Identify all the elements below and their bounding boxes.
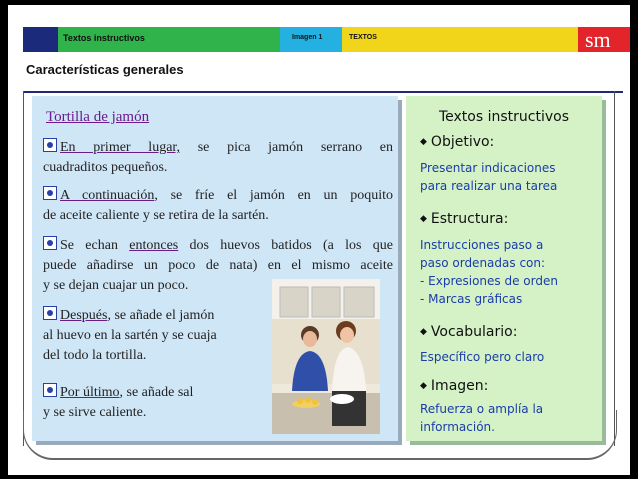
recipe-title: Tortilla de jamón bbox=[46, 109, 150, 125]
step-text-line2: de aceite caliente y se retira de la sartén. bbox=[43, 208, 269, 223]
header-category: TEXTOS bbox=[349, 34, 377, 41]
desc-line: - Marcas gráficas bbox=[420, 292, 523, 306]
step-connector: Después bbox=[60, 308, 108, 323]
section-label: Estructura: bbox=[430, 211, 509, 227]
diamond-bullet-icon: ◆ bbox=[420, 137, 427, 147]
desc-line: información. bbox=[420, 420, 495, 434]
summary-title: Textos instructivos bbox=[438, 109, 570, 125]
desc-line: para realizar una tarea bbox=[420, 179, 558, 193]
section-structure bbox=[420, 211, 508, 227]
checkbox-bullet-icon bbox=[43, 306, 57, 320]
frame-right-rule bbox=[614, 91, 615, 446]
recipe-step-4 bbox=[43, 306, 273, 366]
step-text-line2: y se sirve caliente. bbox=[43, 405, 147, 420]
cooking-photo bbox=[272, 279, 380, 434]
section-vocabulary bbox=[420, 324, 517, 340]
step-text-line3: del todo la tortilla. bbox=[43, 348, 147, 363]
step-connector: Por último bbox=[60, 385, 120, 400]
section-label: Vocabulario: bbox=[430, 324, 518, 340]
section-label: Imagen: bbox=[430, 378, 489, 394]
recipe-panel bbox=[32, 96, 398, 441]
header-color-block bbox=[23, 27, 58, 52]
step-text-line3: y se dejan cuajar un poco. bbox=[43, 278, 189, 293]
header-bar bbox=[8, 27, 630, 52]
sm-logo: sm bbox=[585, 27, 611, 52]
summary-panel bbox=[406, 96, 602, 441]
section-vocabulary-desc bbox=[420, 348, 544, 366]
page-subtitle: Características generales bbox=[26, 62, 184, 77]
section-objective-desc bbox=[420, 159, 557, 195]
section-label: Objetivo: bbox=[430, 134, 495, 150]
step-text-line2: puede añadirse un poco de nata) en el mismo aceite bbox=[43, 258, 393, 273]
section-objective bbox=[420, 134, 494, 150]
step-text-before: Se echan bbox=[60, 238, 130, 253]
header-image-label: Imagen 1 bbox=[292, 34, 323, 41]
step-text-line2: al huevo en la sartén y se cuaja bbox=[43, 328, 217, 343]
diamond-bullet-icon: ◆ bbox=[420, 214, 427, 224]
section-image bbox=[420, 378, 488, 394]
step-connector: entonces bbox=[129, 238, 179, 253]
step-connector: En primer lugar, bbox=[60, 140, 181, 155]
step-text: , se añade el jamón bbox=[107, 308, 215, 323]
step-text: , se fríe el jamón en un poquito bbox=[154, 188, 393, 203]
desc-line: - Expresiones de orden bbox=[420, 274, 558, 288]
recipe-step-1 bbox=[43, 138, 393, 178]
step-text: dos huevos batidos (a los que bbox=[178, 238, 393, 253]
recipe-step-5 bbox=[43, 383, 273, 423]
step-connector: A continuación bbox=[60, 188, 155, 203]
diamond-bullet-icon: ◆ bbox=[420, 381, 427, 391]
diamond-bullet-icon: ◆ bbox=[420, 327, 427, 337]
desc-line: Instrucciones paso a bbox=[420, 238, 544, 252]
header-category-tab[interactable] bbox=[342, 27, 578, 52]
desc-line: paso ordenadas con: bbox=[420, 256, 546, 270]
checkbox-bullet-icon bbox=[43, 186, 57, 200]
section-image-desc bbox=[420, 400, 543, 436]
desc-line: Específico pero claro bbox=[420, 350, 545, 364]
header-section-title: Textos instructivos bbox=[63, 33, 145, 43]
recipe-step-2 bbox=[43, 186, 393, 226]
divider bbox=[23, 91, 623, 93]
step-text: , se añade sal bbox=[119, 385, 194, 400]
slide bbox=[8, 5, 630, 475]
checkbox-bullet-icon bbox=[43, 383, 57, 397]
checkbox-bullet-icon bbox=[43, 138, 57, 152]
section-structure-desc bbox=[420, 236, 558, 308]
step-text-line2: cuadraditos pequeños. bbox=[43, 160, 168, 175]
frame-left-rule bbox=[23, 91, 24, 446]
step-text: se pica jamón serrano en bbox=[180, 140, 393, 155]
checkbox-bullet-icon bbox=[43, 236, 57, 250]
desc-line: Refuerza o amplía la bbox=[420, 402, 544, 416]
desc-line: Presentar indicaciones bbox=[420, 161, 556, 175]
